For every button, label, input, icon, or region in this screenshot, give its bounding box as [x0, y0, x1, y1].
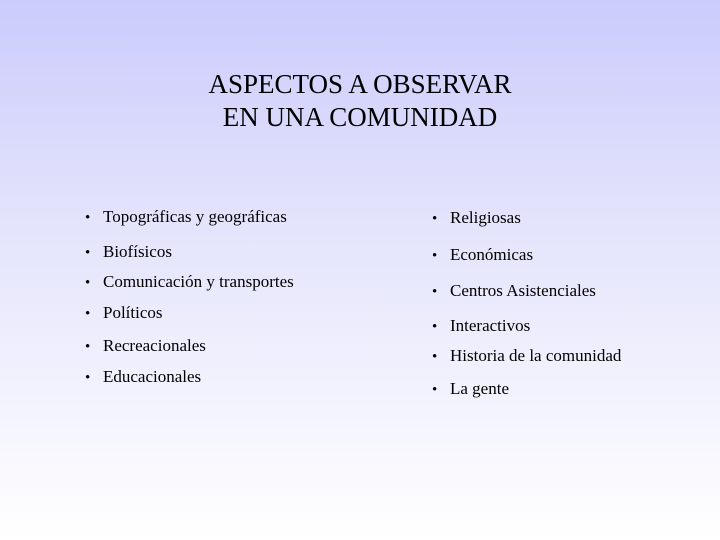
list-item: [85, 207, 287, 228]
list-item: [432, 281, 596, 302]
bullet-icon: •: [432, 319, 438, 335]
left-bullet-list: [85, 0, 405, 540]
list-item: [432, 208, 521, 229]
list-item: [85, 336, 206, 357]
list-item: [85, 242, 172, 263]
bullet-icon: •: [85, 245, 91, 261]
list-item-label: Topográficas y geográficas: [103, 207, 287, 226]
right-bullet-list: [432, 0, 712, 540]
list-item-label: Historia de la comunidad: [450, 346, 622, 365]
list-item-label: Recreacionales: [103, 336, 206, 355]
list-item-label: Económicas: [450, 245, 534, 264]
list-item: [432, 316, 530, 337]
list-item-label: Interactivos: [450, 316, 531, 335]
list-item-label: Biofísicos: [103, 242, 172, 261]
list-item: [85, 272, 294, 293]
bullet-icon: •: [432, 349, 438, 365]
bullet-icon: •: [432, 284, 438, 300]
bullet-icon: •: [85, 370, 91, 386]
list-item-label: Centros Asistenciales: [450, 281, 596, 300]
list-item-label: La gente: [450, 379, 509, 398]
list-item: [432, 346, 621, 367]
title-line-2: EN UNA COMUNIDAD: [222, 102, 498, 132]
bullet-icon: •: [432, 382, 438, 398]
list-item-label: Religiosas: [450, 208, 521, 227]
bullet-icon: •: [432, 248, 438, 264]
list-item-label: Comunicación y transportes: [103, 272, 294, 291]
list-item-label: Educacionales: [103, 367, 202, 386]
list-item: [432, 245, 533, 266]
list-item: [85, 367, 201, 388]
list-item: [432, 379, 509, 400]
bullet-icon: •: [85, 339, 91, 355]
title-line-1: ASPECTOS A OBSERVAR: [208, 69, 512, 99]
list-item: [85, 303, 163, 324]
bullet-icon: •: [85, 306, 91, 322]
bullet-icon: •: [432, 211, 438, 227]
bullet-icon: •: [85, 275, 91, 291]
bullet-icon: •: [85, 210, 91, 226]
list-item-label: Políticos: [103, 303, 163, 322]
